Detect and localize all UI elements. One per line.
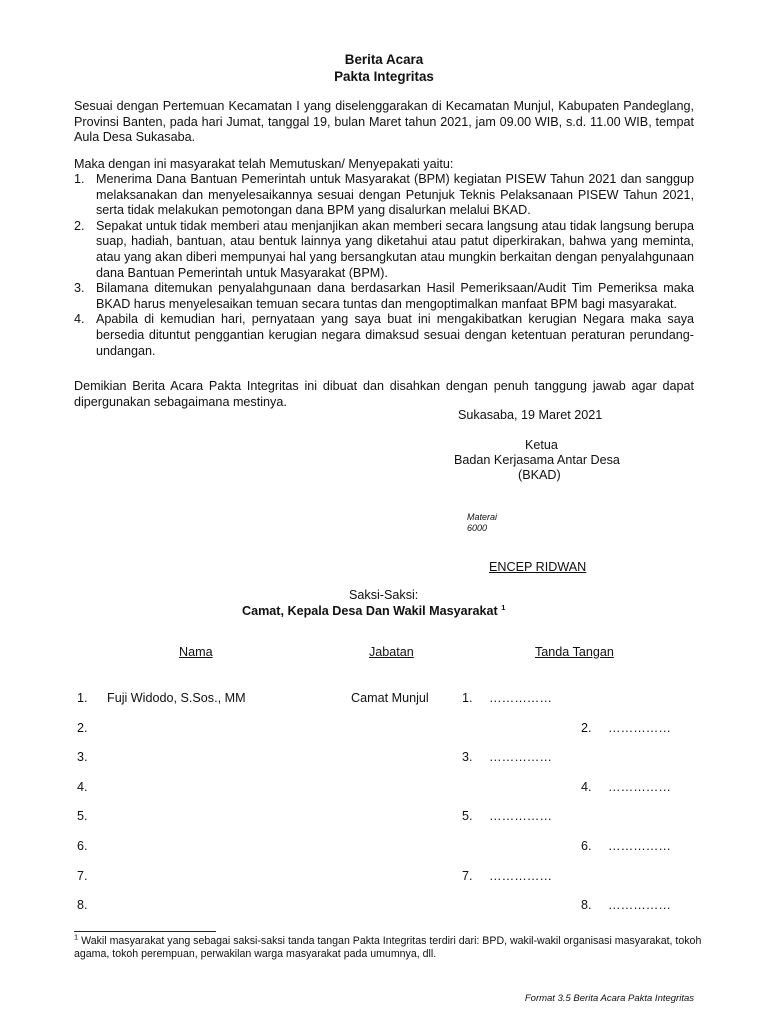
witness-row-number: 6. xyxy=(77,839,88,853)
footnote-reference: 1 xyxy=(501,602,506,612)
witness-row-number: 4. xyxy=(77,780,88,794)
witness-signature-number: 3. xyxy=(462,750,473,764)
lead-sentence: Maka dengan ini masyarakat telah Memutuskan/ Menyepakati yaitu: xyxy=(74,157,454,171)
witness-signature-number: 4. xyxy=(581,780,592,794)
agreement-text: Apabila di kemudian hari, pernyataan yang saya buat ini mengakibatkan kerugian Negara maka saya bersedia dituntut penggantian kerugian negara dimaksud sesuai dengan ketentuan peraturan perundang-undangan. xyxy=(96,312,694,358)
agreement-item xyxy=(74,281,694,312)
witness-signature-line: …………… xyxy=(608,898,671,912)
signer-organization: Badan Kerjasama Antar Desa xyxy=(454,453,620,467)
column-header-name: Nama xyxy=(179,645,213,659)
agreement-item xyxy=(74,172,694,219)
witness-row-number: 8. xyxy=(77,898,88,912)
witness-signature-number: 8. xyxy=(581,898,592,912)
agreement-item xyxy=(74,312,694,359)
witness-position: Camat Munjul xyxy=(351,691,429,705)
materai-value: 6000 xyxy=(467,523,488,533)
witness-signature-number: 1. xyxy=(462,691,473,705)
witness-signature-line: …………… xyxy=(608,780,671,794)
witness-subheading-text: Camat, Kepala Desa Dan Wakil Masyarakat xyxy=(242,604,498,618)
witness-row-number: 5. xyxy=(77,809,88,823)
document-subtitle: Pakta Integritas xyxy=(334,69,434,84)
column-header-position: Jabatan xyxy=(369,645,414,659)
agreement-number: 2. xyxy=(74,218,85,233)
witness-subheading xyxy=(242,604,505,620)
column-header-signature: Tanda Tangan xyxy=(535,645,614,659)
witness-row-number: 7. xyxy=(77,869,88,883)
witness-signature-line: …………… xyxy=(608,839,671,853)
witness-signature-line: …………… xyxy=(489,691,552,705)
agreement-item xyxy=(74,219,694,281)
agreement-list xyxy=(74,172,694,359)
footnote-mark: 1 xyxy=(74,932,79,942)
witness-signature-number: 2. xyxy=(581,721,592,735)
footnote-divider xyxy=(74,931,216,932)
footnote xyxy=(74,932,704,961)
footnote-text: Wakil masyarakat yang sebagai saksi-saksi tanda tangan Pakta Integritas terdiri dari: BPD, wakil-wakil organisasi masyarakat, tokoh agama, tokoh perempuan, perwakilan warga masyarakat pada umumnya, dll. xyxy=(74,935,702,960)
signer-name: ENCEP RIDWAN xyxy=(489,560,587,574)
closing-paragraph: Demikian Berita Acara Pakta Integritas ini dibuat dan disahkan dengan penuh tanggung jawab agar dapat dipergunakan sebagaimana mestinya. xyxy=(74,379,694,409)
witness-signature-line: …………… xyxy=(489,869,552,883)
materai-label: Materai xyxy=(467,512,498,522)
intro-paragraph: Sesuai dengan Pertemuan Kecamatan I yang diselenggarakan di Kecamatan Munjul, Kabupaten Pandeglang, Provinsi Banten, pada hari Jumat, tanggal 19, bulan Maret tahun 2021, jam 09.00 WIB, s.d. 11.00 WIB, tempat Aula Desa Sukasaba. xyxy=(74,99,694,145)
agreement-number: 1. xyxy=(74,172,85,186)
witness-row-number: 2. xyxy=(77,721,88,735)
document-title: Berita Acara xyxy=(344,52,424,67)
witness-signature-line: …………… xyxy=(489,809,552,823)
witness-row-number: 3. xyxy=(77,750,88,764)
agreement-text: Sepakat untuk tidak memberi atau menjanjikan akan memberi secara langsung atau tidak langsung berupa suap, hadiah, bantuan, atau bentuk lainnya yang diketahui atau patut diperkirakan, bahwa yang meminta, atau yang akan diberi mempunyai hal yang bersangkutan atau mungkin berkaitan dengan penyalahgunaan dana Bantuan Pemerintah untuk Masyarakat (BPM). xyxy=(96,218,694,280)
agreement-number: 4. xyxy=(74,312,85,327)
witness-signature-number: 5. xyxy=(462,809,473,823)
witness-signature-number: 7. xyxy=(462,869,473,883)
witness-signature-number: 6. xyxy=(581,839,592,853)
witness-signature-line: …………… xyxy=(608,721,671,735)
witness-row-number: 1. xyxy=(77,691,88,705)
format-footer: Format 3.5 Berita Acara Pakta Integritas xyxy=(524,993,694,1004)
agreement-text: Menerima Dana Bantuan Pemerintah untuk Masyarakat (BPM) kegiatan PISEW Tahun 2021 dan sanggup melaksanakan dan menyelesaikannya sesuai dengan Petunjuk Teknis Pelaksanaan PISEW Tahun 2021, serta tidak melakukan pemotongan dana BPM yang disalurkan melalui BKAD. xyxy=(96,172,694,218)
place-date: Sukasaba, 19 Maret 2021 xyxy=(458,408,603,422)
agreement-text: Bilamana ditemukan penyalahgunaan dana berdasarkan Hasil Pemeriksaan/Audit Tim Pemeriksa maka BKAD harus menyelesaikan temuan secara tuntas dan mengoptimalkan manfaat BPM bagi masyarakat. xyxy=(96,281,694,311)
witness-name: Fuji Widodo, S.Sos., MM xyxy=(107,691,246,705)
witness-heading: Saksi-Saksi: xyxy=(349,588,419,602)
signer-role: Ketua xyxy=(525,438,558,452)
signer-organization-abbr: (BKAD) xyxy=(518,468,561,482)
agreement-number: 3. xyxy=(74,281,85,296)
witness-signature-line: …………… xyxy=(489,750,552,764)
